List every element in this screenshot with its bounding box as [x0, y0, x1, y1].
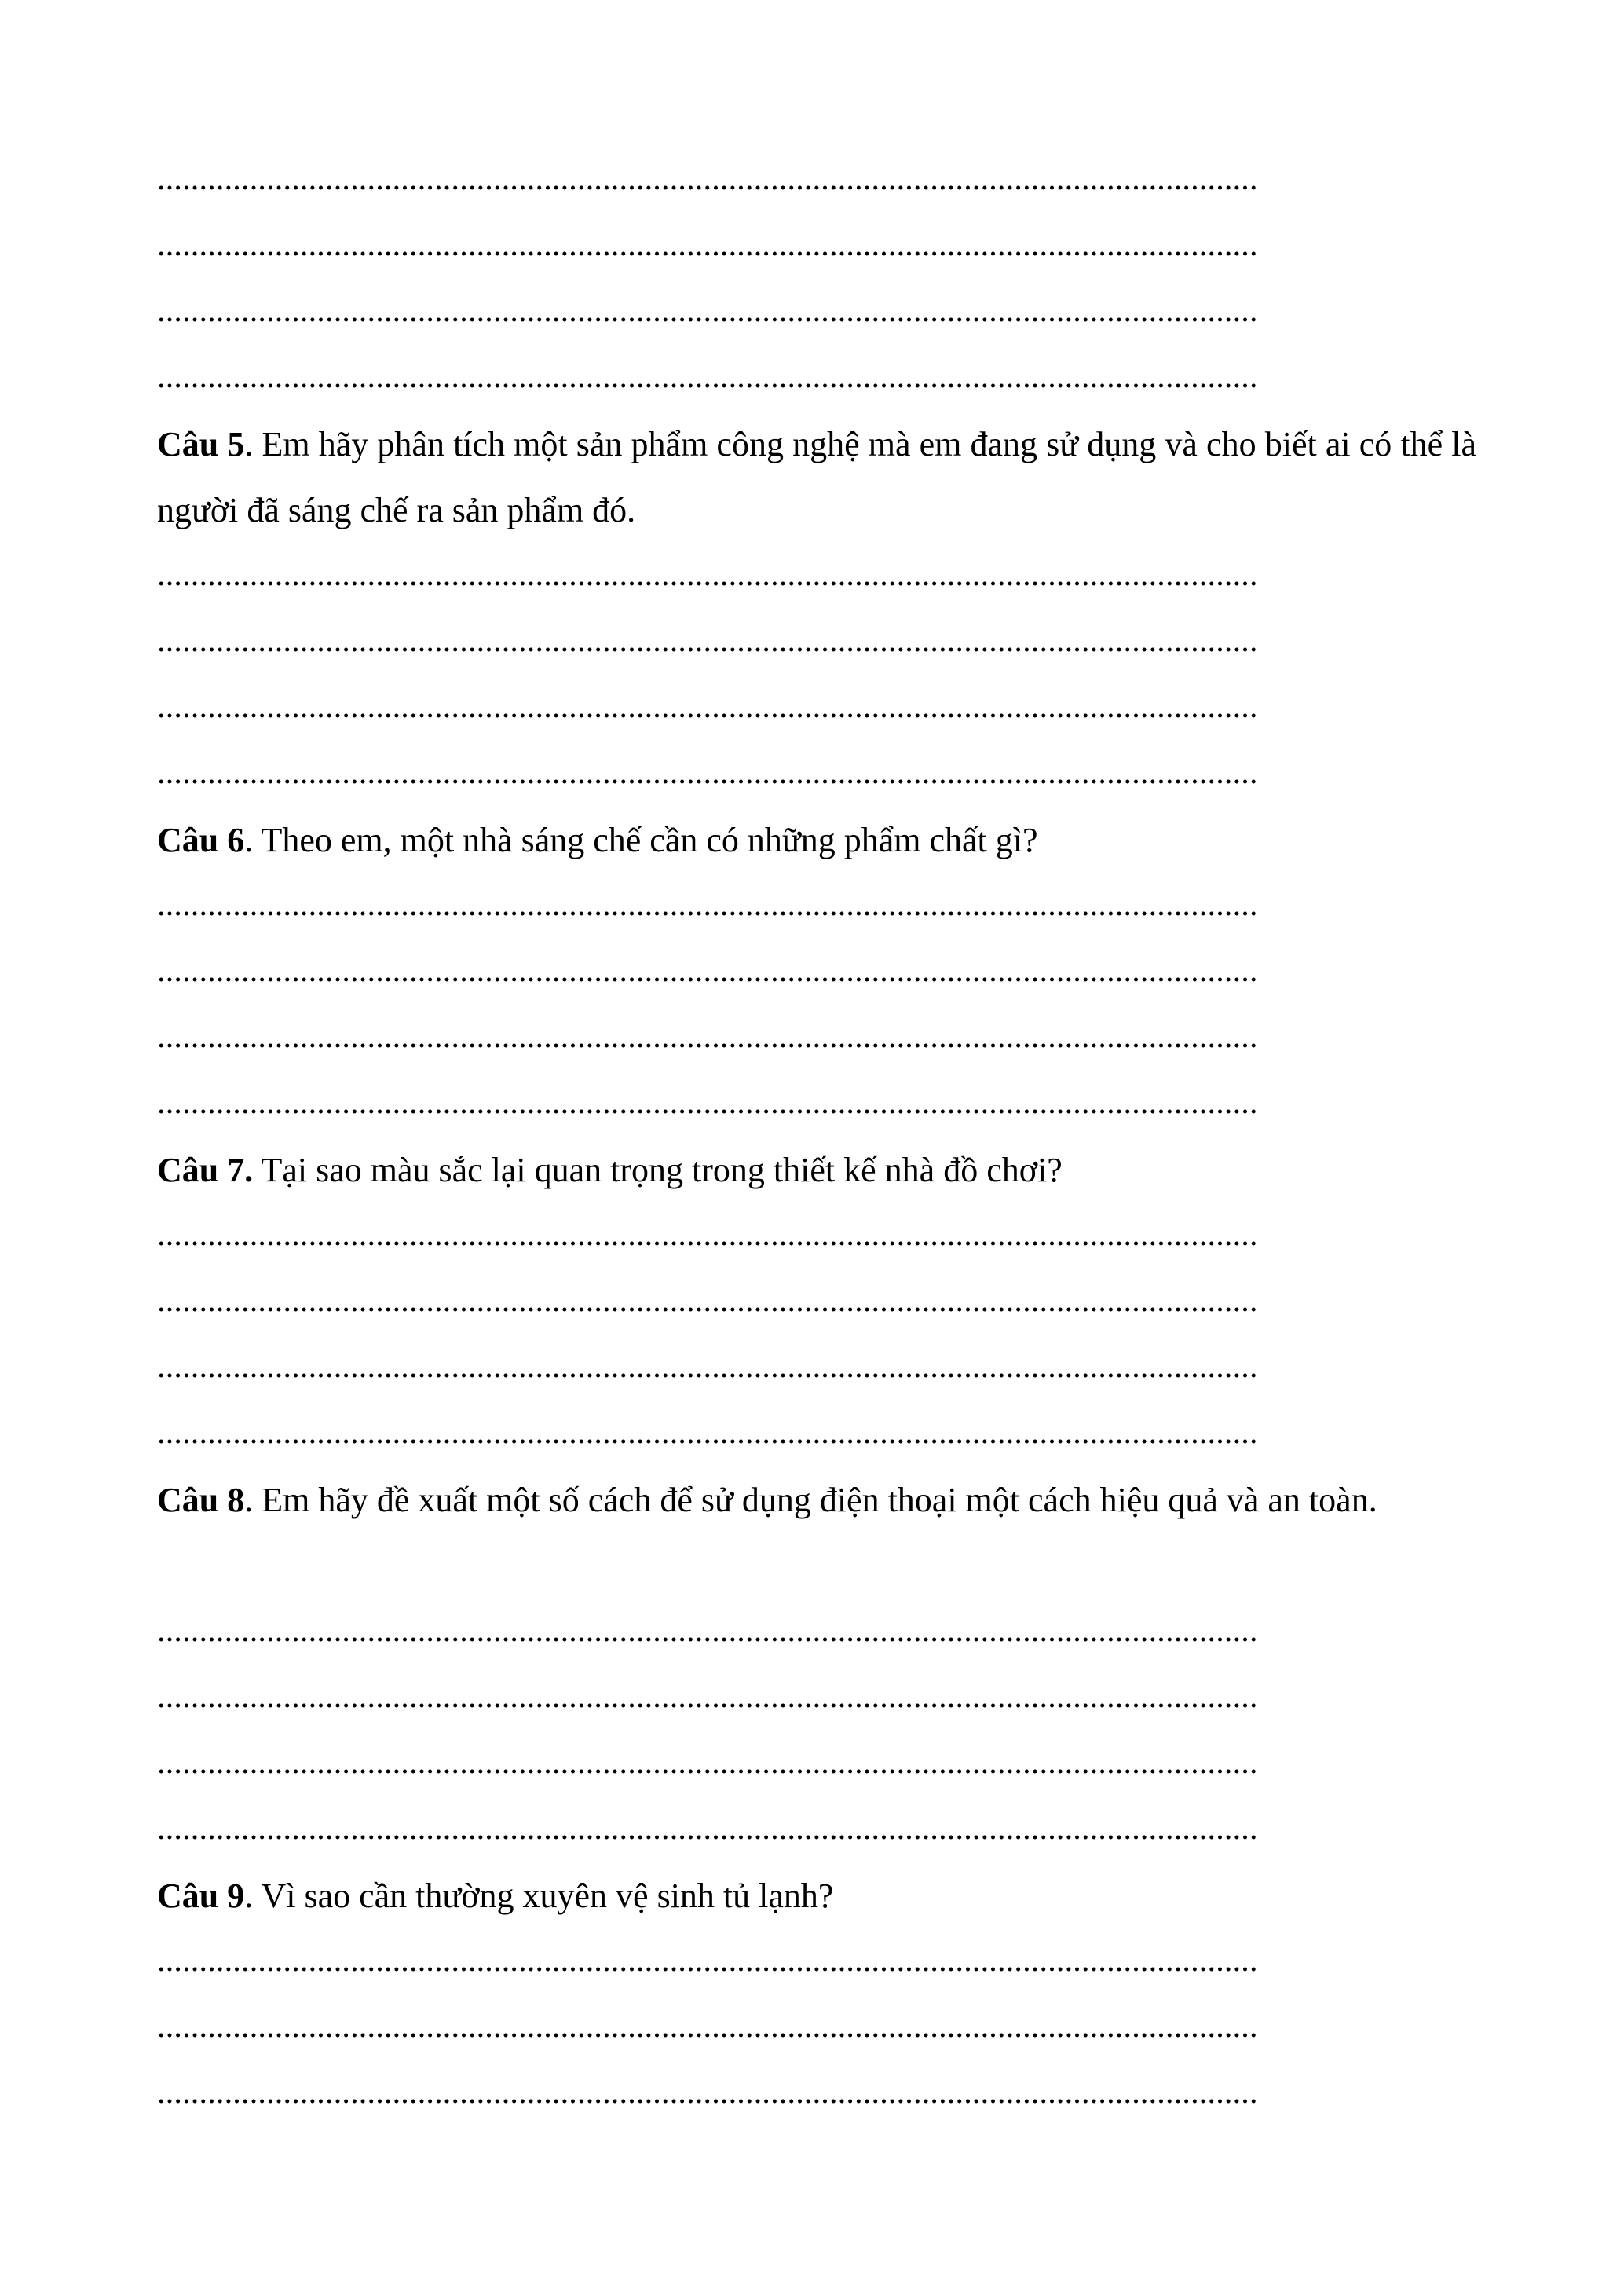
- question-label: Câu 5: [157, 425, 245, 463]
- answer-line: ...................................................................................................................................: [157, 1747, 1258, 1778]
- answer-line: ...................................................................................................................................: [157, 691, 1258, 723]
- answer-line: ...................................................................................................................................: [157, 955, 1258, 987]
- question-text: . Theo em, một nhà sáng chế cần có những phẩm chất gì?: [244, 821, 1038, 859]
- question-label: Câu 8: [157, 1481, 245, 1519]
- answer-line: ...................................................................................................................................: [157, 361, 1258, 393]
- answer-line: ...................................................................................................................................: [157, 1087, 1258, 1119]
- question-text: . Vì sao cần thường xuyên vệ sinh tủ lạnh?: [244, 1877, 834, 1915]
- answer-line: ...................................................................................................................................: [157, 1219, 1258, 1251]
- answer-line: ...................................................................................................................................: [157, 229, 1258, 261]
- answer-line: ...................................................................................................................................: [157, 889, 1258, 921]
- question-text: . Em hãy đề xuất một số cách để sử dụng điện thoại một cách hiệu quả và an toàn.: [244, 1481, 1377, 1519]
- answer-line: ...................................................................................................................................: [157, 2011, 1258, 2042]
- question-label: Câu 6: [157, 821, 245, 859]
- answer-line: ...................................................................................................................................: [157, 1615, 1258, 1646]
- answer-line: ...................................................................................................................................: [157, 559, 1258, 591]
- answer-line: ...................................................................................................................................: [157, 1351, 1258, 1382]
- worksheet-page: [157, 0, 1476, 2296]
- question-label: Câu 7.: [157, 1151, 254, 1189]
- question-8: [157, 1467, 1476, 1533]
- answer-line: ...................................................................................................................................: [157, 295, 1258, 327]
- answer-line: ...................................................................................................................................: [157, 757, 1258, 789]
- question-text: Tại sao màu sắc lại quan trọng trong thiết kế nhà đồ chơi?: [253, 1151, 1063, 1189]
- answer-line: ...................................................................................................................................: [157, 625, 1258, 657]
- question-9: [157, 1863, 1476, 1929]
- question-text: . Em hãy phân tích một sản phẩm công nghệ mà em đang sử dụng và cho biết ai có thể là người đã sáng chế ra sản phẩm đó.: [157, 425, 1477, 529]
- question-7: [157, 1137, 1476, 1203]
- answer-line: ...................................................................................................................................: [157, 1945, 1258, 1976]
- answer-line: ...................................................................................................................................: [157, 1285, 1258, 1316]
- question-label: Câu 9: [157, 1877, 245, 1915]
- question-5: [157, 412, 1476, 544]
- answer-line: ...................................................................................................................................: [157, 1681, 1258, 1712]
- answer-line: ...................................................................................................................................: [157, 1813, 1258, 1844]
- answer-line: ...................................................................................................................................: [157, 1417, 1258, 1448]
- question-6: [157, 807, 1476, 873]
- answer-line: ...................................................................................................................................: [157, 2077, 1258, 2108]
- answer-line: ...................................................................................................................................: [157, 163, 1258, 195]
- answer-line: ...................................................................................................................................: [157, 1021, 1258, 1053]
